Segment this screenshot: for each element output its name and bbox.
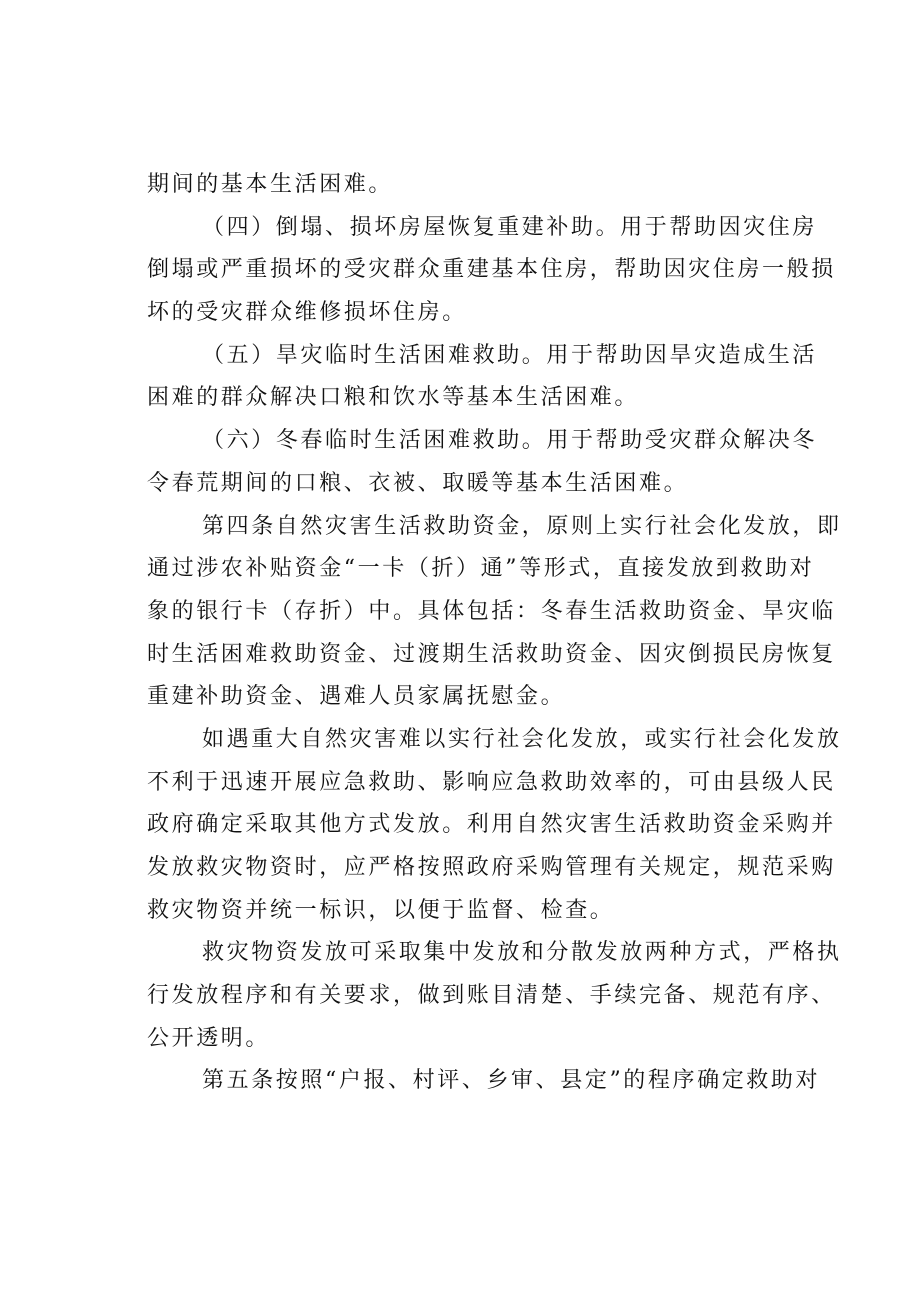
paragraph-first-line: 如遇重大自然灾害难以实行社会化发放，或实行社会化发放 xyxy=(202,726,842,752)
text-line: 倒塌或严重损坏的受灾群众重建基本住房，帮助因灾住房一般损 xyxy=(147,257,836,283)
paragraph-first-line: 救灾物资发放可采取集中发放和分散发放两种方式，严格执 xyxy=(202,940,842,966)
text-line: 期间的基本生活困难。 xyxy=(147,172,394,197)
text-line: 象的银行卡（存折）中。具体包括：冬春生活救助资金、旱灾临 xyxy=(147,598,836,624)
text-line: 发放救灾物资时，应严格按照政府采购管理有关规定，规范采购 xyxy=(147,855,836,880)
text-line: 令春荒期间的口粮、衣被、取暖等基本生活困难。 xyxy=(147,470,689,496)
paragraph-first-line: （六）冬春临时生活困难救助。用于帮助受灾群众解决冬 xyxy=(202,428,818,454)
text-line: 通过涉农补贴资金“一卡（折）通”等形式，直接发放到救助对 xyxy=(147,556,815,582)
text-line: 不利于迅速开展应急救助、影响应急救助效率的，可由县级人民 xyxy=(147,769,836,795)
text-line: 救灾物资并统一标识，以便于监督、检查。 xyxy=(147,897,615,923)
text-line: 公开透明。 xyxy=(147,1025,271,1051)
text-line: 行发放程序和有关要求，做到账目清楚、手续完备、规范有序、 xyxy=(147,983,836,1009)
text-line: 困难的群众解决口粮和饮水等基本生活困难。 xyxy=(147,385,640,411)
paragraph-first-line: （四）倒塌、损坏房屋恢复重建补助。用于帮助因灾住房 xyxy=(202,214,818,240)
text-line: 坏的受灾群众维修损坏住房。 xyxy=(147,300,467,326)
text-line: 重建补助资金、遇难人员家属抚慰金。 xyxy=(147,684,566,710)
paragraph-first-line: 第四条自然灾害生活救助资金，原则上实行社会化发放，即 xyxy=(202,513,842,539)
text-line: 时生活困难救助资金、过渡期生活救助资金、因灾倒损民房恢复 xyxy=(147,641,836,667)
document-body xyxy=(147,164,842,1103)
paragraph-first-line: （五）旱灾临时生活困难救助。用于帮助因旱灾造成生活 xyxy=(202,342,818,368)
paragraph-first-line: 第五条按照“户报、村评、乡审、县定”的程序确定救助对 xyxy=(202,1068,821,1094)
text-line: 政府确定采取其他方式发放。利用自然灾害生活救助资金采购并 xyxy=(147,812,836,838)
